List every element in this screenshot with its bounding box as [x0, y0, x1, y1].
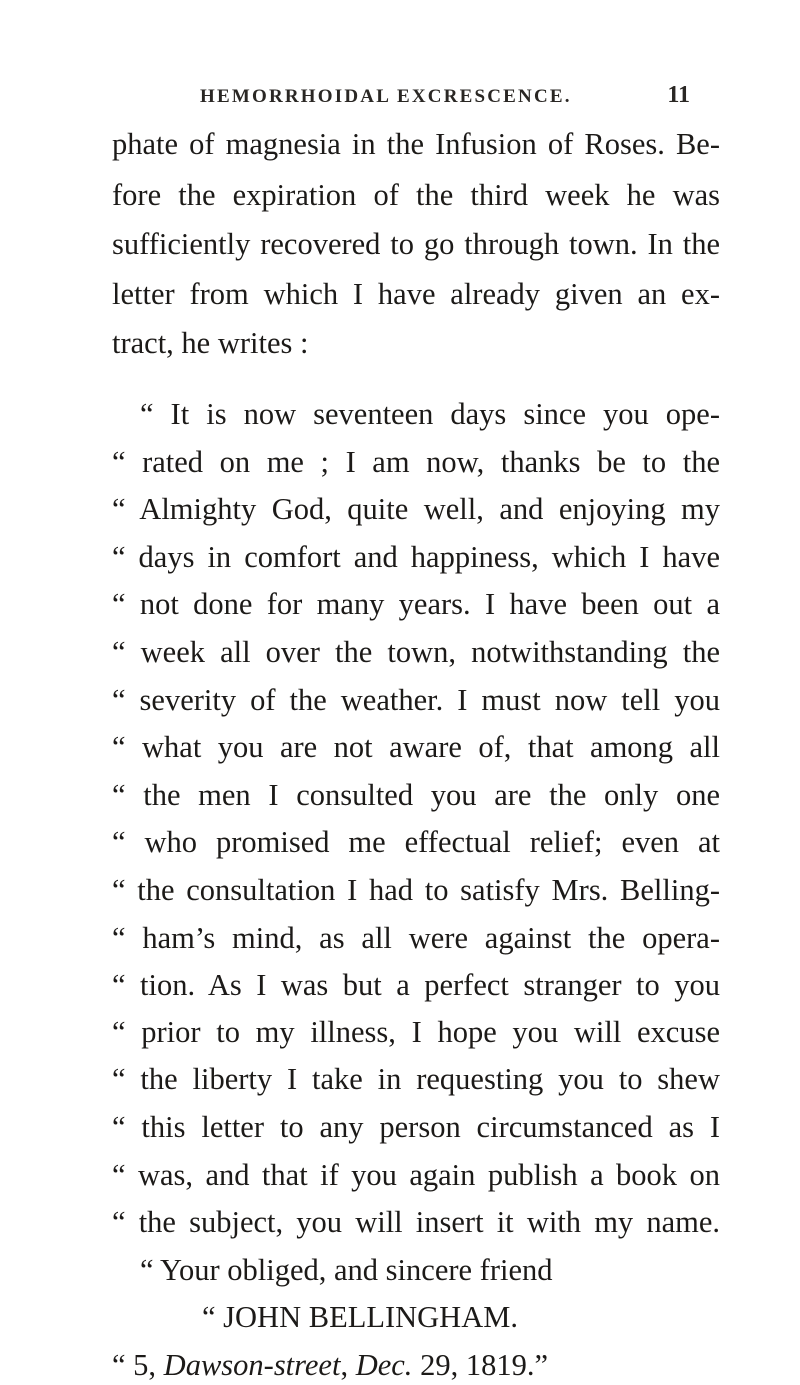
letter-line: “ Almighty God, quite well, and enjoying my [112, 492, 720, 526]
paragraph-line: fore the expiration of the third week he was [112, 178, 720, 212]
address-month: Dec. [355, 1348, 413, 1382]
paragraph-line: sufficiently recovered to go through town. In the [112, 227, 720, 261]
letter-line: “ who promised me effectual relief; even at [112, 825, 720, 859]
letter-line: “ week all over the town, notwithstanding the [112, 635, 720, 669]
letter-line: “ tion. As I was but a perfect stranger to you [112, 968, 720, 1002]
letter-line: “ ham’s mind, as all were against the opera- [112, 921, 720, 955]
letter-line: “ rated on me ; I am now, thanks be to the [112, 445, 720, 479]
letter-line: “ days in comfort and happiness, which I have [112, 540, 720, 574]
letter-line: “ the subject, you will insert it with my name. [112, 1205, 720, 1239]
letter-address [112, 1345, 548, 1385]
letter-line: “ this letter to any person circumstanced as I [112, 1110, 720, 1144]
letter-line: “ not done for many years. I have been out a [112, 587, 720, 621]
letter-signature: “ JOHN BELLINGHAM. [202, 1300, 518, 1334]
paragraph-line: phate of magnesia in the Infusion of Roses. Be- [112, 127, 720, 161]
letter-line: “ the men I consulted you are the only one [112, 778, 720, 812]
running-title: HEMORRHOIDAL EXCRESCENCE. [200, 86, 572, 107]
letter-line: “ the consultation I had to satisfy Mrs. Belling- [112, 873, 720, 907]
paragraph-line: letter from which I have already given an ex- [112, 277, 720, 311]
address-street: Dawson-street [163, 1348, 341, 1382]
address-comma: , [340, 1348, 356, 1382]
letter-line: “ was, and that if you again publish a book on [112, 1158, 720, 1192]
paragraph-line: tract, he writes : [112, 326, 309, 360]
running-head [200, 82, 690, 116]
letter-signoff: “ Your obliged, and sincere friend [140, 1253, 553, 1287]
letter-line: “ the liberty I take in requesting you to shew [112, 1062, 720, 1096]
letter-line: “ what you are not aware of, that among all [112, 730, 720, 764]
letter-line: “ It is now seventeen days since you ope- [140, 397, 720, 431]
address-quote: “ 5, [112, 1348, 164, 1382]
letter-line: “ severity of the weather. I must now tell you [112, 683, 720, 717]
page-number: 11 [667, 82, 690, 108]
address-date: 29, 1819.” [412, 1348, 548, 1382]
letter-line: “ prior to my illness, I hope you will excuse [112, 1015, 720, 1049]
